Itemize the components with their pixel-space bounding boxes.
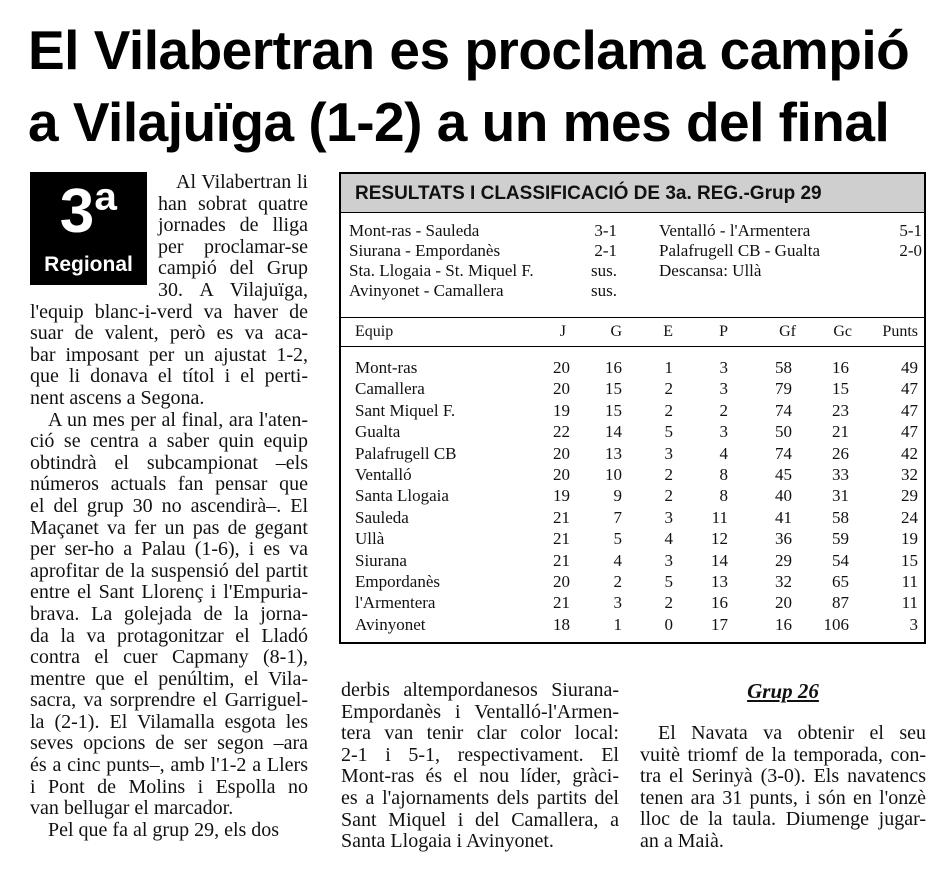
result-match: Descansa: Ullà bbox=[659, 261, 762, 280]
stat-cell: 20 bbox=[553, 465, 570, 484]
column-header: P bbox=[719, 323, 728, 340]
stat-cell: 8 bbox=[719, 486, 728, 506]
result-row bbox=[349, 221, 617, 241]
stat-cell: 106 bbox=[823, 614, 849, 634]
group-26-heading bbox=[640, 678, 926, 704]
column-header: G bbox=[610, 323, 622, 340]
column-header: Gc bbox=[833, 323, 852, 340]
result-score: 5-1 bbox=[899, 221, 922, 240]
article-line: mentre que el penúltim, el Vila- bbox=[30, 667, 308, 690]
headline-line-1: El Vilabertran es proclama campió bbox=[28, 19, 910, 81]
stat-cell: 26 bbox=[832, 443, 849, 463]
stat-cell: 17 bbox=[711, 614, 728, 634]
article-line: per ser-ho a Palau (1-6), i es va bbox=[30, 538, 308, 561]
stat-cell: 1 bbox=[613, 614, 622, 634]
stat-cell: 29 bbox=[901, 486, 918, 506]
team-name: Sauleda bbox=[355, 507, 409, 527]
article-line: tenen ara 31 punts, i són en l'onzè bbox=[640, 786, 926, 809]
stat-cell: 15 bbox=[605, 379, 622, 399]
stat-cell: 23 bbox=[832, 400, 849, 420]
headline bbox=[28, 14, 943, 158]
table-row bbox=[341, 421, 924, 442]
stat-cell: 49 bbox=[901, 358, 918, 377]
article-line: 2-1 i 5-1, respectivament. El bbox=[341, 743, 619, 766]
stat-cell: 4 bbox=[613, 550, 622, 570]
badge-label: Regional bbox=[44, 253, 133, 276]
stat-cell: 7 bbox=[613, 507, 622, 527]
stat-cell: 32 bbox=[901, 465, 918, 484]
stat-cell: 4 bbox=[719, 443, 728, 463]
stat-cell: 2 bbox=[664, 593, 673, 613]
table-row bbox=[341, 550, 924, 571]
stat-cell: 58 bbox=[775, 358, 792, 377]
article-line: contra el cuer Capmany (8-1), bbox=[30, 646, 308, 669]
stat-cell: 14 bbox=[711, 550, 728, 570]
team-name: Siurana bbox=[355, 550, 407, 570]
results-standings-table bbox=[339, 172, 926, 644]
team-name: Avinyonet bbox=[355, 614, 426, 634]
result-row bbox=[349, 261, 617, 281]
article-line: 30. A Vilajuïga, bbox=[158, 278, 308, 301]
article-line: entre el Sant Llorenç i l'Empuria- bbox=[30, 581, 308, 604]
stat-cell: 24 bbox=[901, 507, 918, 527]
stat-cell: 0 bbox=[664, 614, 673, 634]
stat-cell: 3 bbox=[664, 507, 673, 527]
stat-cell: 12 bbox=[711, 529, 728, 549]
team-name: Camallera bbox=[355, 379, 425, 399]
article-line: aprofitar de la suspensió del partit bbox=[30, 559, 308, 582]
stat-cell: 87 bbox=[832, 593, 849, 613]
article-line: derbis altempordanesos Siurana- bbox=[341, 679, 619, 701]
article-line: i Pont de Molins i Espolla no bbox=[30, 775, 308, 798]
stat-cell: 19 bbox=[553, 400, 570, 420]
article-line: Sant Miquel i del Camallera, a bbox=[341, 808, 619, 831]
stat-cell: 20 bbox=[775, 593, 792, 613]
stat-cell: 32 bbox=[775, 572, 792, 591]
stat-cell: 11 bbox=[901, 572, 918, 591]
stat-cell: 29 bbox=[775, 550, 792, 570]
team-name: Ullà bbox=[355, 529, 385, 549]
result-row bbox=[659, 241, 922, 261]
article-column-1 bbox=[30, 302, 308, 842]
stat-cell: 13 bbox=[711, 572, 728, 591]
article-line: van bellugar el marcador. bbox=[30, 797, 234, 820]
stat-cell: 40 bbox=[775, 486, 792, 506]
team-name: Ventalló bbox=[355, 465, 412, 484]
stat-cell: 22 bbox=[553, 422, 570, 442]
article-line: nent ascens a Segona. bbox=[30, 386, 205, 409]
article-line: an a Maià. bbox=[640, 829, 724, 852]
result-row bbox=[349, 281, 617, 301]
stat-cell: 4 bbox=[664, 529, 673, 549]
stat-cell: 1 bbox=[664, 358, 673, 377]
table-row bbox=[341, 571, 924, 592]
table-row bbox=[341, 592, 924, 613]
article-column-2 bbox=[341, 680, 619, 853]
article-line: lloc de la taula. Diumenge jugar- bbox=[640, 808, 926, 831]
stat-cell: 8 bbox=[719, 465, 728, 484]
stat-cell: 2 bbox=[719, 400, 728, 420]
stat-cell: 15 bbox=[605, 400, 622, 420]
article-line: per proclamar-se bbox=[158, 235, 308, 258]
stat-cell: 31 bbox=[832, 486, 849, 506]
stat-cell: 15 bbox=[832, 379, 849, 399]
article-line: vuitè triomf de la temporada, con- bbox=[640, 743, 926, 766]
stat-cell: 21 bbox=[553, 507, 570, 527]
stat-cell: 79 bbox=[775, 379, 792, 399]
column-header: Punts bbox=[882, 323, 918, 340]
article-column-1-top bbox=[158, 172, 308, 302]
results-list bbox=[341, 213, 924, 318]
table-row bbox=[341, 485, 924, 506]
article-line: tera van tenir clar color local: bbox=[341, 722, 619, 745]
stat-cell: 42 bbox=[901, 443, 918, 463]
stat-cell: 10 bbox=[605, 465, 622, 484]
stat-cell: 65 bbox=[832, 572, 849, 591]
article-line: Empordanès i Ventalló-l'Armen- bbox=[341, 700, 619, 723]
stat-cell: 18 bbox=[553, 614, 570, 634]
article-line: suar de valent, però es va aca- bbox=[30, 322, 308, 345]
article-line: es a l'ajornaments dels partits del bbox=[341, 786, 619, 809]
article-line: brava. La golejada de la jorna- bbox=[30, 602, 308, 625]
result-match: Ventalló - l'Armentera bbox=[659, 221, 811, 240]
result-row bbox=[659, 261, 922, 281]
result-score: 2-0 bbox=[899, 241, 922, 260]
table-row bbox=[341, 528, 924, 549]
team-name: Mont-ras bbox=[355, 358, 418, 377]
article-line: bar imposant per un ajustat 1-2, bbox=[30, 343, 308, 366]
table-row bbox=[341, 614, 924, 635]
result-match: Palafrugell CB - Gualta bbox=[659, 241, 820, 260]
stat-cell: 33 bbox=[832, 465, 849, 484]
stat-cell: 74 bbox=[775, 443, 792, 463]
stat-cell: 11 bbox=[711, 507, 728, 527]
stat-cell: 21 bbox=[832, 422, 849, 442]
badge-category: 3ª bbox=[59, 177, 118, 246]
column-header: Gf bbox=[779, 323, 796, 340]
stat-cell: 16 bbox=[775, 614, 792, 634]
stat-cell: 3 bbox=[719, 358, 728, 377]
stat-cell: 20 bbox=[553, 358, 570, 377]
stat-cell: 2 bbox=[664, 400, 673, 420]
article-line: Maçanet va fer un pas de gegant bbox=[30, 516, 308, 539]
article-line: han sobrat quatre bbox=[158, 192, 308, 215]
table-header-row bbox=[341, 318, 924, 347]
stat-cell: 20 bbox=[553, 572, 570, 591]
stat-cell: 19 bbox=[901, 529, 918, 549]
article-line: Al Vilabertran li bbox=[176, 171, 308, 193]
stat-cell: 3 bbox=[719, 422, 728, 442]
team-name: Empordanès bbox=[355, 572, 440, 591]
table-row bbox=[341, 507, 924, 528]
stat-cell: 11 bbox=[901, 593, 918, 613]
stat-cell: 50 bbox=[775, 422, 792, 442]
article-line: obtindrà el subcampionat –els bbox=[30, 451, 308, 474]
stat-cell: 5 bbox=[613, 529, 622, 549]
stat-cell: 47 bbox=[901, 422, 918, 442]
stat-cell: 3 bbox=[664, 550, 673, 570]
result-score: 2-1 bbox=[594, 241, 617, 260]
result-match: Siurana - Empordanès bbox=[349, 241, 501, 260]
stat-cell: 2 bbox=[664, 486, 673, 506]
stat-cell: 45 bbox=[775, 465, 792, 484]
article-line: Santa Llogaia i Avinyonet. bbox=[341, 830, 554, 853]
group-26-heading-text: Grup 26 bbox=[747, 679, 819, 703]
team-name: Gualta bbox=[355, 422, 401, 442]
stat-cell: 5 bbox=[664, 422, 673, 442]
stat-cell: 3 bbox=[909, 614, 918, 634]
table-title: RESULTATS I CLASSIFICACIÓ DE 3a. REG.-Grup 29 bbox=[341, 174, 924, 213]
column-header: J bbox=[559, 323, 566, 340]
stat-cell: 2 bbox=[664, 379, 673, 399]
article-line: da la va protagonitzar el Lladó bbox=[30, 624, 308, 647]
article-line: El Navata va obtenir el seu bbox=[658, 722, 926, 744]
stat-cell: 5 bbox=[664, 572, 673, 591]
stat-cell: 54 bbox=[832, 550, 849, 570]
stat-cell: 21 bbox=[553, 529, 570, 549]
result-match: Sta. Llogaia - St. Miquel F. bbox=[349, 261, 534, 280]
stat-cell: 2 bbox=[613, 572, 622, 591]
table-row bbox=[341, 357, 924, 378]
article-line: ció se centra a saber quin equip bbox=[30, 430, 308, 453]
stat-cell: 19 bbox=[553, 486, 570, 506]
stat-cell: 16 bbox=[605, 358, 622, 377]
stat-cell: 3 bbox=[664, 443, 673, 463]
result-score: 3-1 bbox=[594, 221, 617, 240]
stat-cell: 16 bbox=[711, 593, 728, 613]
headline-line-2: a Vilajuïga (1-2) a un mes del final bbox=[28, 91, 890, 153]
table-row bbox=[341, 378, 924, 399]
column-header: Equip bbox=[355, 323, 394, 340]
article-line: jornades de lliga bbox=[158, 214, 308, 237]
article-line: sacra, va sorprendre el Garriguel- bbox=[30, 689, 308, 712]
stat-cell: 21 bbox=[553, 550, 570, 570]
stat-cell: 74 bbox=[775, 400, 792, 420]
result-score: sus. bbox=[591, 281, 617, 300]
stat-cell: 58 bbox=[832, 507, 849, 527]
stat-cell: 41 bbox=[775, 507, 792, 527]
article-line: l'equip blanc-i-verd va haver de bbox=[30, 300, 308, 323]
article-line: que li donava el títol i el perti- bbox=[30, 365, 308, 388]
article-line: Mont-ras és el nou líder, gràci- bbox=[341, 765, 619, 788]
stat-cell: 20 bbox=[553, 379, 570, 399]
table-row bbox=[341, 400, 924, 421]
table-row bbox=[341, 464, 924, 485]
article-line: seves opcions de ser segon –ara bbox=[30, 732, 308, 755]
article-column-3 bbox=[640, 723, 926, 853]
stat-cell: 3 bbox=[719, 379, 728, 399]
stat-cell: 21 bbox=[553, 593, 570, 613]
stat-cell: 9 bbox=[613, 486, 622, 506]
article-line: és a cinc punts–, amb l'1-2 a Llers bbox=[30, 754, 308, 777]
article-line: Pel que fa al grup 29, els dos bbox=[48, 818, 280, 841]
section-badge bbox=[30, 172, 147, 285]
stat-cell: 15 bbox=[901, 550, 918, 570]
team-name: Santa Llogaia bbox=[355, 486, 449, 506]
stat-cell: 59 bbox=[832, 529, 849, 549]
stat-cell: 14 bbox=[605, 422, 622, 442]
result-score: sus. bbox=[591, 261, 617, 280]
article-line: tra el Serinyà (3-0). Els navatencs bbox=[640, 765, 926, 788]
stat-cell: 2 bbox=[664, 465, 673, 484]
stat-cell: 3 bbox=[613, 593, 622, 613]
team-name: l'Armentera bbox=[355, 593, 436, 613]
stat-cell: 47 bbox=[901, 379, 918, 399]
result-row bbox=[659, 221, 922, 241]
stat-cell: 47 bbox=[901, 400, 918, 420]
article-line: la (2-1). El Vilamalla esgota les bbox=[30, 710, 308, 733]
stat-cell: 36 bbox=[775, 529, 792, 549]
stat-cell: 13 bbox=[605, 443, 622, 463]
stat-cell: 16 bbox=[832, 358, 849, 377]
team-name: Sant Miquel F. bbox=[355, 400, 456, 420]
article-line: A un mes per al final, ara l'aten- bbox=[48, 408, 308, 431]
article-line: campió del Grup bbox=[158, 257, 308, 280]
result-match: Avinyonet - Camallera bbox=[349, 281, 504, 300]
result-row bbox=[349, 241, 617, 261]
team-name: Palafrugell CB bbox=[355, 443, 457, 463]
article-line: el del grup 30 no ascendirà–. El bbox=[30, 494, 308, 517]
result-match: Mont-ras - Sauleda bbox=[349, 221, 480, 240]
stat-cell: 20 bbox=[553, 443, 570, 463]
column-header: E bbox=[663, 323, 673, 340]
table-row bbox=[341, 443, 924, 464]
article-line: números actuals fan pensar que bbox=[30, 473, 308, 496]
